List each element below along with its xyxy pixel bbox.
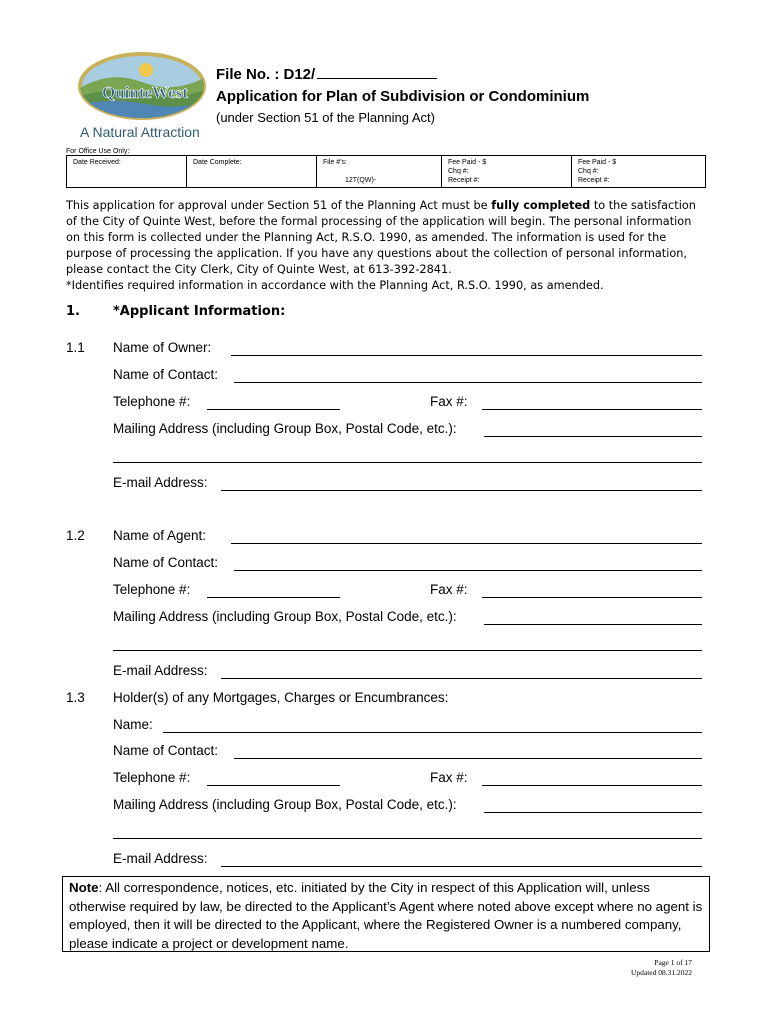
page-number: Page 1 of 17 (654, 958, 692, 967)
owner-mailing-field-2[interactable] (113, 462, 702, 463)
mortgage-holders-heading: Holder(s) of any Mortgages, Charges or Encumbrances: (113, 690, 449, 705)
office-cell-text: Date Complete: (193, 159, 242, 166)
office-cell-date-received[interactable] (67, 156, 187, 187)
holder-contact-label: Name of Contact: (113, 743, 219, 758)
agent-contact-label: Name of Contact: (113, 555, 219, 570)
intro-text: to the satisfaction of the City of Quinte West, before the formal processing of the application will begin. The personal information on this form is collected under the Planning Act, R.S.O. 1990, as amended. The information is used for the purpose of processing the application. If you have any questions about the collection of personal information, please contact the City Clerk, City of Quinte West, at 613-392-2841. (66, 199, 696, 276)
owner-email-field[interactable] (221, 490, 702, 491)
agent-email-field[interactable] (221, 678, 702, 679)
owner-telephone-field[interactable] (207, 409, 340, 410)
updated-date: Updated 08.31.2022 (630, 968, 692, 977)
agent-contact-field[interactable] (234, 570, 702, 571)
intro-required-note: *Identifies required information in accordance with the Planning Act, R.S.O. 1990, as amended. (66, 279, 604, 292)
subsection-number: 1.2 (66, 528, 85, 543)
note-text: : All correspondence, notices, etc. initiated by the City in respect of this Application will, unless otherwise required by law, be directed to the Applicant’s Agent where noted above except where no agent is employed, then it will be directed to the Applicant, where the Registered Owner is a numbered company, please indicate a project or development name. (69, 880, 703, 951)
tagline: A Natural Attraction (80, 124, 200, 140)
office-cell-file-numbers[interactable] (317, 156, 442, 187)
file-number-label: File No. : D12/ (216, 66, 316, 83)
owner-name-field[interactable] (231, 355, 702, 356)
intro-paragraph (66, 198, 706, 294)
holder-mailing-field[interactable] (484, 812, 702, 813)
file-number (216, 66, 437, 83)
page-footer (631, 958, 692, 978)
owner-mailing-label: Mailing Address (including Group Box, Postal Code, etc.): (113, 421, 457, 436)
office-cell-text: Fee Paid - $ (578, 159, 617, 166)
holder-fax-field[interactable] (482, 785, 702, 786)
section-number: 1. (66, 304, 80, 319)
agent-mailing-field[interactable] (484, 624, 702, 625)
holder-email-field[interactable] (221, 866, 702, 867)
agent-email-label: E-mail Address: (113, 663, 208, 678)
holder-telephone-field[interactable] (207, 785, 340, 786)
holder-fax-label: Fax #: (430, 770, 468, 785)
owner-mailing-field[interactable] (484, 436, 702, 437)
holder-mailing-field-2[interactable] (113, 838, 702, 839)
office-use-table (66, 155, 706, 188)
holder-contact-field[interactable] (234, 758, 702, 759)
page-subtitle: (under Section 51 of the Planning Act) (216, 110, 435, 125)
page-title: Application for Plan of Subdivision or Condominium (216, 88, 590, 105)
agent-mailing-label: Mailing Address (including Group Box, Postal Code, etc.): (113, 609, 457, 624)
holder-telephone-label: Telephone #: (113, 770, 191, 785)
section-title: *Applicant Information: (113, 304, 286, 319)
owner-fax-field[interactable] (482, 409, 702, 410)
file-number-field[interactable] (317, 66, 437, 79)
owner-fax-label: Fax #: (430, 394, 468, 409)
agent-mailing-field-2[interactable] (113, 650, 702, 651)
office-cell-text: Chq #: (578, 168, 599, 175)
agent-name-field[interactable] (231, 543, 702, 544)
subsection-number: 1.3 (66, 690, 85, 705)
office-cell-text: 12T(QW)- (345, 177, 377, 184)
office-cell-text: Date Received: (73, 159, 121, 166)
office-cell-date-complete[interactable] (187, 156, 317, 187)
holder-email-label: E-mail Address: (113, 851, 208, 866)
office-cell-text: Chq #: (448, 168, 469, 175)
agent-fax-field[interactable] (482, 597, 702, 598)
agent-telephone-field[interactable] (207, 597, 340, 598)
subsection-number: 1.1 (66, 340, 85, 355)
note-box (62, 876, 710, 952)
owner-contact-label: Name of Contact: (113, 367, 219, 382)
owner-telephone-label: Telephone #: (113, 394, 191, 409)
office-cell-text: Receipt #: (448, 177, 480, 184)
office-cell-fee-paid-1[interactable] (442, 156, 572, 187)
office-cell-text: File #’s: (323, 159, 347, 166)
office-cell-text: Fee Paid - $ (448, 159, 487, 166)
holder-mailing-label: Mailing Address (including Group Box, Postal Code, etc.): (113, 797, 457, 812)
owner-contact-field[interactable] (234, 382, 702, 383)
intro-bold-text: fully completed (491, 199, 591, 212)
agent-telephone-label: Telephone #: (113, 582, 191, 597)
office-use-label: For Office Use Only: (66, 148, 130, 155)
office-cell-fee-paid-2[interactable] (572, 156, 705, 187)
owner-name-label: Name of Owner: (113, 340, 212, 355)
office-cell-text: Receipt #: (578, 177, 610, 184)
holder-name-label: Name: (113, 717, 153, 732)
logo-wordmark: QuinteWest (102, 83, 188, 102)
agent-name-label: Name of Agent: (113, 528, 207, 543)
holder-name-field[interactable] (163, 732, 702, 733)
note-label: Note (69, 880, 99, 895)
intro-text: This application for approval under Section 51 of the Planning Act must be (66, 199, 492, 212)
agent-fax-label: Fax #: (430, 582, 468, 597)
owner-email-label: E-mail Address: (113, 475, 208, 490)
